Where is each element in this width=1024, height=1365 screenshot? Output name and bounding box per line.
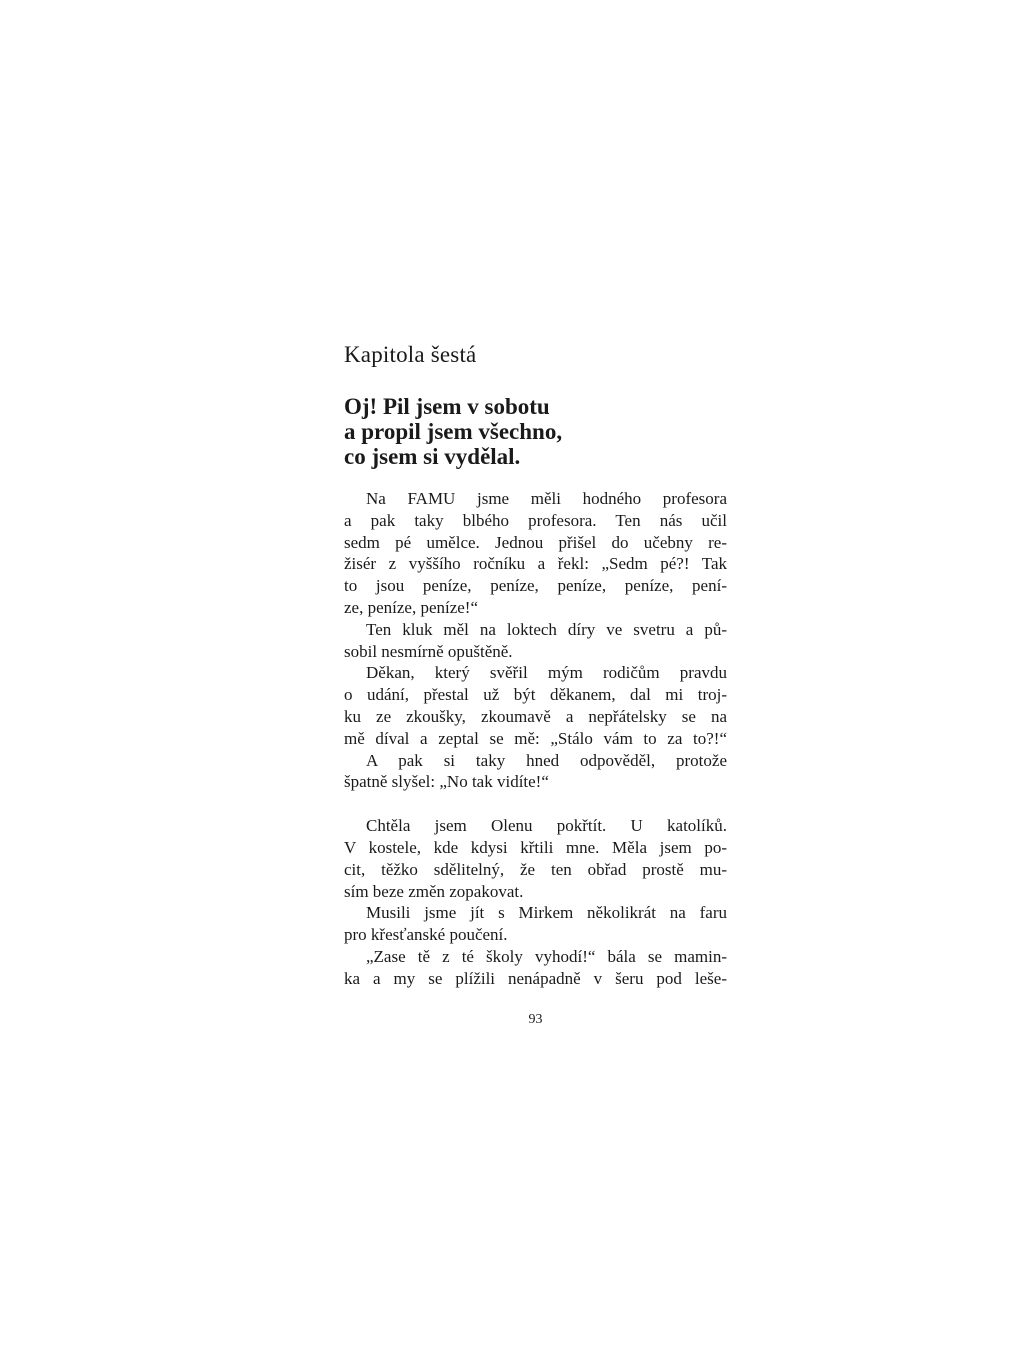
- text-line: pro křesťanské poučení.: [344, 925, 508, 945]
- text-line: Na FAMU jsme měli hodného profesora: [366, 489, 727, 508]
- chapter-title-line: a propil jsem všechno,: [344, 419, 563, 444]
- text-line: sedm pé umělce. Jednou přišel do učebny re-: [344, 532, 727, 552]
- page-number: 93: [528, 1012, 543, 1027]
- text-line: Ten kluk měl na loktech díry ve svetru a pů-: [366, 619, 727, 639]
- chapter-title: [344, 394, 724, 469]
- text-line: ka a my se plížili nenápadně v šeru pod leše-: [344, 968, 727, 988]
- text-line: ze, peníze, peníze!“: [344, 597, 479, 617]
- text-line: Musili jsme jít s Mirkem několikrát na faru: [366, 903, 727, 923]
- text-line: to jsou peníze, peníze, peníze, peníze, pení-: [344, 576, 727, 596]
- text-line: „Zase tě z té školy vyhodí!“ bála se mamin-: [366, 946, 727, 966]
- text-line: sobil nesmírně opuštěně.: [344, 641, 513, 661]
- text-line: ku ze zkoušky, zkoumavě a nepřátelsky se na: [344, 706, 727, 726]
- text-line: cit, těžko sdělitelný, že ten obřad prostě mu-: [344, 859, 727, 879]
- section-break: [344, 793, 727, 815]
- text-line: mě díval a zeptal se mě: „Stálo vám to za to?!“: [344, 728, 727, 748]
- text-line: žisér z vyššího ročníku a řekl: „Sedm pé?! Tak: [344, 554, 727, 574]
- chapter-label: Kapitola šestá: [344, 342, 477, 367]
- chapter-title-line: co jsem si vydělal.: [344, 444, 521, 469]
- chapter-title-line: Oj! Pil jsem v sobotu: [344, 394, 550, 419]
- text-line: špatně slyšel: „No tak vidíte!“: [344, 772, 549, 792]
- text-line: Chtěla jsem Olenu pokřtít. U katolíků.: [366, 816, 727, 836]
- text-line: A pak si taky hned odpověděl, protože: [366, 750, 727, 770]
- text-line: Děkan, který svěřil mým rodičům pravdu: [366, 663, 727, 683]
- text-line: V kostele, kde kdysi křtili mne. Měla jsem po-: [344, 837, 727, 857]
- text-line: sím beze změn zopakovat.: [344, 881, 524, 901]
- text-line: a pak taky blbého profesora. Ten nás učil: [344, 510, 727, 530]
- body-text: [344, 488, 727, 990]
- text-line: o udání, přestal už být děkanem, dal mi troj-: [344, 685, 727, 705]
